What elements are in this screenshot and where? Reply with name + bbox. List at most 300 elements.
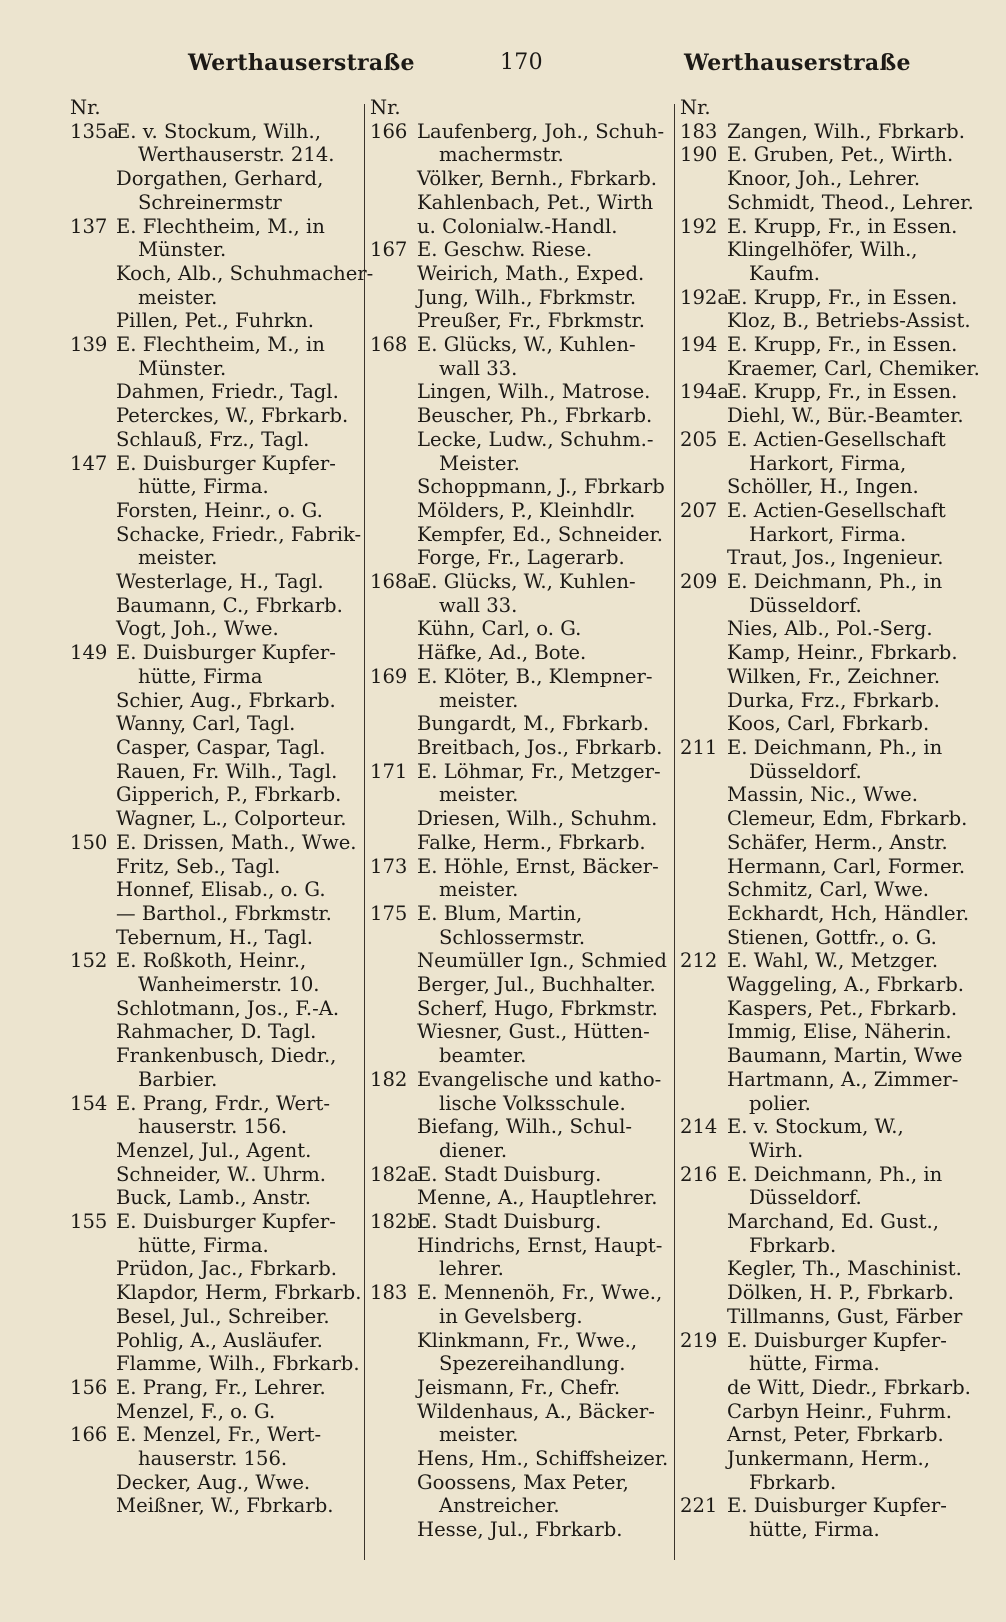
- house-number: 171: [370, 759, 408, 783]
- directory-line: [370, 736, 668, 760]
- house-number: 205: [680, 427, 718, 451]
- resident-text: Tillmanns, Gust, Färber: [727, 1304, 963, 1328]
- house-number: 183: [370, 1281, 408, 1305]
- directory-line: [370, 1494, 668, 1518]
- directory-line: [70, 1068, 360, 1092]
- directory-line: [70, 997, 360, 1021]
- house-number: 182: [370, 1067, 408, 1091]
- resident-text: Hens, Hm., Schiffsheizer.: [417, 1447, 669, 1471]
- resident-text: Waggeling, A., Fbrkarb.: [727, 973, 964, 997]
- directory-line: [70, 1257, 360, 1281]
- directory-entry: [680, 570, 980, 594]
- house-number: [680, 309, 727, 333]
- resident-text: E. Roßkoth, Heinr.,: [116, 949, 307, 973]
- directory-entry: [370, 333, 668, 357]
- directory-line: [370, 1020, 668, 1044]
- resident-text: Schmidt, Theod., Lehrer.: [727, 190, 974, 214]
- resident-text: lische Volksschule.: [439, 1091, 626, 1115]
- resident-text: Hermann, Carl, Former.: [727, 854, 966, 878]
- directory-line: [680, 1092, 980, 1116]
- resident-text: Zangen, Wilh., Fbrkarb.: [727, 119, 965, 143]
- house-number: 166: [70, 1423, 108, 1447]
- directory-line: [370, 191, 668, 215]
- house-number: [680, 617, 727, 641]
- directory-line: [70, 380, 360, 404]
- resident-text: Preußer, Fr., Fbrkmstr.: [417, 309, 645, 333]
- resident-text: Klingelhöfer, Wilh.,: [727, 238, 918, 262]
- resident-text: Völker, Bernh., Fbrkarb.: [417, 167, 658, 191]
- house-number: 219: [680, 1328, 718, 1352]
- resident-text: Schäfer, Herm., Anstr.: [727, 830, 948, 854]
- directory-entry: [370, 1068, 668, 1092]
- house-number: [370, 286, 417, 310]
- resident-text: E. Geschw. Riese.: [417, 238, 593, 262]
- directory-line: [370, 475, 668, 499]
- house-number: [370, 1044, 417, 1068]
- directory-entry: [370, 760, 668, 784]
- resident-text: E. Stadt Duisburg.: [417, 1162, 602, 1186]
- house-number: [370, 1020, 417, 1044]
- resident-text: Kühn, Carl, o. G.: [417, 617, 582, 641]
- house-number: [680, 191, 727, 215]
- resident-text: Baumann, Martin, Wwe: [727, 1044, 963, 1068]
- directory-line: [370, 617, 668, 641]
- resident-text: Mölders, P., Kleinhdlr.: [417, 498, 636, 522]
- directory-line: [70, 1186, 360, 1210]
- house-number: 135a: [70, 119, 120, 143]
- house-number: [370, 309, 417, 333]
- house-number: [70, 1281, 116, 1305]
- house-number: [370, 1305, 417, 1329]
- house-number: [70, 1163, 116, 1187]
- resident-text: Wildenhaus, A., Bäcker-: [417, 1399, 655, 1423]
- directory-line: [70, 546, 360, 570]
- directory-entry: [680, 120, 980, 144]
- resident-text: Immig, Elise, Näherin.: [727, 1020, 952, 1044]
- house-number: [370, 1518, 417, 1542]
- house-number: [680, 712, 727, 736]
- resident-text: Marchand, Ed. Gust.,: [727, 1210, 939, 1234]
- resident-text: Wanny, Carl, Tagl.: [116, 712, 296, 736]
- resident-text: E. Duisburger Kupfer-: [727, 1328, 947, 1352]
- resident-text: beamter.: [439, 1044, 527, 1068]
- directory-line: [70, 1020, 360, 1044]
- directory-line: [70, 1234, 360, 1258]
- resident-text: Schöller, H., Ingen.: [727, 475, 919, 499]
- resident-text: Honnef, Elisab., o. G.: [116, 878, 326, 902]
- house-number: [370, 143, 417, 167]
- house-number: [370, 191, 417, 215]
- house-number: [370, 641, 417, 665]
- directory-entry: [370, 1163, 668, 1187]
- resident-text: Spezereihandlung.: [439, 1352, 626, 1376]
- directory-line: [370, 1447, 668, 1471]
- house-number: [680, 855, 727, 879]
- directory-line: [370, 357, 668, 381]
- resident-text: Barbier.: [138, 1067, 218, 1091]
- house-number: [70, 570, 116, 594]
- house-number: 168: [370, 333, 408, 357]
- house-number: [680, 1423, 727, 1447]
- house-number: 209: [680, 570, 718, 594]
- resident-text: Münster.: [138, 238, 227, 262]
- directory-line: [680, 1186, 980, 1210]
- resident-text: Westerlage, H., Tagl.: [116, 570, 324, 594]
- resident-text: Anstreicher.: [439, 1494, 560, 1518]
- resident-text: in Gevelsberg.: [439, 1304, 583, 1328]
- house-number: [370, 475, 417, 499]
- resident-text: Fritz, Seb., Tagl.: [116, 854, 281, 878]
- directory-column-2: [370, 96, 668, 1606]
- directory-entry: [680, 428, 980, 452]
- house-number: [370, 167, 417, 191]
- house-number: [370, 712, 417, 736]
- resident-text: hütte, Firma.: [138, 1233, 269, 1257]
- directory-line: [370, 1352, 668, 1376]
- house-number: [70, 262, 116, 286]
- house-number: [70, 855, 116, 879]
- resident-text: E. Deichmann, Ph., in: [727, 570, 943, 594]
- resident-text: E. Flechtheim, M., in: [116, 333, 325, 357]
- house-number: [370, 1115, 417, 1139]
- resident-text: E. Krupp, Fr., in Essen.: [727, 285, 958, 309]
- directory-line: [70, 570, 360, 594]
- house-number: [680, 902, 727, 926]
- directory-line: [370, 1305, 668, 1329]
- resident-text: Breitbach, Jos., Fbrkarb.: [417, 735, 663, 759]
- resident-text: Schoppmann, J., Fbrkarb: [417, 475, 665, 499]
- directory-line: [680, 167, 980, 191]
- directory-line: [680, 594, 980, 618]
- house-number: [370, 1092, 417, 1116]
- resident-text: diener.: [439, 1138, 508, 1162]
- directory-line: [370, 783, 668, 807]
- directory-line: [370, 1139, 668, 1163]
- house-number: [70, 973, 116, 997]
- house-number: 137: [70, 214, 108, 238]
- directory-line: [370, 926, 668, 950]
- house-number: [70, 523, 116, 547]
- house-number: [680, 1234, 727, 1258]
- resident-text: E. Duisburger Kupfer-: [116, 451, 336, 475]
- house-number: [70, 617, 116, 641]
- resident-text: Lecke, Ludw., Schuhm.-: [417, 427, 654, 451]
- house-number: [680, 997, 727, 1021]
- directory-line: [70, 261, 374, 286]
- directory-line: [70, 523, 360, 547]
- house-number: [370, 926, 417, 950]
- directory-line: [370, 1234, 668, 1258]
- resident-text: Falke, Herm., Fbrkarb.: [417, 830, 646, 854]
- resident-text: E. Klöter, B., Klempner-: [417, 664, 653, 688]
- house-number: [70, 191, 116, 215]
- resident-text: Wilken, Fr., Zeichner.: [727, 664, 941, 688]
- directory-entry: [680, 1163, 980, 1187]
- house-number: [70, 665, 116, 689]
- directory-line: [370, 712, 668, 736]
- directory-line: [370, 997, 668, 1021]
- resident-text: meister.: [439, 1423, 519, 1447]
- house-number: 156: [70, 1375, 108, 1399]
- resident-text: Düsseldorf.: [749, 1186, 862, 1210]
- resident-text: Koch, Alb., Schuhmacher-: [116, 261, 374, 285]
- house-number: 207: [680, 498, 718, 522]
- resident-text: E. Gruben, Pet., Wirth.: [727, 143, 954, 167]
- house-number: [680, 1186, 727, 1210]
- resident-text: E. Krupp, Fr., in Essen.: [727, 333, 958, 357]
- house-number: [370, 499, 417, 523]
- page-number: 170: [500, 50, 543, 75]
- house-number: [370, 949, 417, 973]
- directory-line: [370, 878, 668, 902]
- directory-entry: [370, 855, 668, 879]
- directory-line: [370, 1423, 668, 1447]
- directory-line: [370, 1400, 668, 1424]
- house-number: [70, 238, 116, 262]
- column-number-heading: Nr.: [680, 96, 711, 119]
- house-number: [680, 238, 727, 262]
- house-number: [680, 1447, 727, 1471]
- resident-text: Rahmacher, D. Tagl.: [116, 1020, 317, 1044]
- resident-text: E. Actien-Gesellschaft: [727, 498, 946, 522]
- directory-line: [70, 617, 360, 641]
- resident-text: Besel, Jul., Schreiber.: [116, 1304, 330, 1328]
- directory-line: [680, 760, 980, 784]
- directory-line: [370, 594, 668, 618]
- resident-text: Biefang, Wilh., Schul-: [417, 1115, 632, 1139]
- directory-entry: [70, 120, 360, 144]
- house-number: [370, 1471, 417, 1495]
- resident-text: Fbrkarb.: [749, 1470, 837, 1494]
- directory-entry: [70, 1376, 360, 1400]
- directory-entry: [680, 1115, 980, 1139]
- house-number: [370, 1186, 417, 1210]
- page-header: [0, 50, 1006, 90]
- resident-text: Durka, Frz., Fbrkarb.: [727, 688, 940, 712]
- house-number: [370, 878, 417, 902]
- resident-text: Arnst, Peter, Fbrkarb.: [727, 1423, 944, 1447]
- directory-entry: [370, 120, 668, 144]
- directory-entry: [680, 499, 980, 523]
- resident-text: Kaspers, Pet., Fbrkarb.: [727, 996, 958, 1020]
- directory-entry: [680, 143, 980, 167]
- resident-text: E. Deichmann, Ph., in: [727, 1162, 943, 1186]
- directory-line: [70, 499, 360, 523]
- resident-text: Diehl, W., Bür.-Beamter.: [727, 404, 964, 428]
- resident-text: Dorgathen, Gerhard,: [116, 167, 324, 191]
- house-number: [370, 689, 417, 713]
- house-number: [70, 1234, 116, 1258]
- column-rule: [674, 104, 675, 1560]
- house-number: [680, 1044, 727, 1068]
- resident-text: E. Actien-Gesellschaft: [727, 427, 946, 451]
- house-number: [370, 736, 417, 760]
- house-number: [680, 1068, 727, 1092]
- house-number: 211: [680, 735, 718, 759]
- resident-text: lehrer.: [439, 1257, 504, 1281]
- directory-entry: [680, 736, 980, 760]
- directory-line: [680, 689, 980, 713]
- house-number: [370, 1329, 417, 1353]
- resident-text: Häfke, Ad., Bote.: [417, 641, 587, 665]
- directory-line: [370, 1092, 668, 1116]
- house-number: [70, 1494, 116, 1518]
- resident-text: meister.: [138, 285, 218, 309]
- resident-text: Kegler, Th., Maschinist.: [727, 1257, 962, 1281]
- directory-line: [680, 1352, 980, 1376]
- resident-text: Harkort, Firma,: [749, 451, 907, 475]
- house-number: [680, 404, 727, 428]
- resident-text: Hesse, Jul., Fbrkarb.: [417, 1518, 623, 1542]
- resident-text: Eckhardt, Hch, Händler.: [727, 901, 970, 925]
- house-number: [370, 546, 417, 570]
- directory-entry: [680, 380, 980, 404]
- directory-line: [680, 404, 980, 428]
- directory-line: [370, 949, 668, 973]
- house-number: [370, 1423, 417, 1447]
- directory-entry: [70, 1092, 360, 1116]
- directory-line: [370, 404, 668, 428]
- directory-line: [70, 807, 360, 831]
- resident-text: Kraemer, Carl, Chemiker.: [727, 356, 980, 380]
- house-number: [370, 973, 417, 997]
- house-number: [680, 594, 727, 618]
- house-number: [70, 357, 116, 381]
- resident-text: Wanheimerstr. 10.: [138, 973, 320, 997]
- resident-text: Forge, Fr., Lagerarb.: [417, 546, 625, 570]
- house-number: 182b: [370, 1210, 420, 1234]
- directory-line: [370, 831, 668, 855]
- resident-text: Junkermann, Herm.,: [727, 1447, 930, 1471]
- resident-text: Prüdon, Jac., Fbrkarb.: [116, 1257, 337, 1281]
- house-number: [70, 1068, 116, 1092]
- house-number: [370, 262, 417, 286]
- directory-line: [370, 546, 668, 570]
- resident-text: polier.: [749, 1091, 811, 1115]
- resident-text: Rauen, Fr. Wilh., Tagl.: [116, 759, 338, 783]
- house-number: [370, 1234, 417, 1258]
- house-number: [70, 1305, 116, 1329]
- directory-line: [370, 1186, 668, 1210]
- resident-text: hütte, Firma.: [749, 1352, 880, 1376]
- house-number: 216: [680, 1162, 718, 1186]
- resident-text: E. Stadt Duisburg.: [417, 1210, 602, 1234]
- resident-text: hütte, Firma.: [138, 475, 269, 499]
- resident-text: Evangelische und katho-: [417, 1067, 662, 1091]
- house-number: 183: [680, 119, 718, 143]
- house-number: [680, 1518, 727, 1542]
- resident-text: Dölken, H. P., Fbrkarb.: [727, 1281, 954, 1305]
- house-number: 147: [70, 451, 108, 475]
- directory-line: [70, 878, 360, 902]
- house-number: [70, 499, 116, 523]
- directory-line: [70, 594, 360, 618]
- house-number: [680, 641, 727, 665]
- house-number: [370, 215, 417, 239]
- resident-text: Decker, Aug., Wwe.: [116, 1470, 311, 1494]
- resident-text: Meißner, W., Fbrkarb.: [116, 1494, 334, 1518]
- house-number: 214: [680, 1115, 718, 1139]
- house-number: [70, 143, 116, 167]
- directory-line: [680, 641, 980, 665]
- resident-text: E. Löhmar, Fr., Metzger-: [417, 759, 661, 783]
- resident-text: E. Glücks, W., Kuhlen-: [417, 570, 636, 594]
- house-number: [70, 1471, 116, 1495]
- resident-text: Flamme, Wilh., Fbrkarb.: [116, 1352, 360, 1376]
- resident-text: Buck, Lamb., Anstr.: [116, 1186, 311, 1210]
- house-number: 155: [70, 1210, 108, 1234]
- directory-line: [370, 428, 668, 452]
- directory-line: [680, 191, 980, 215]
- directory-line: [370, 309, 668, 333]
- directory-line: [370, 807, 668, 831]
- house-number: 194a: [680, 380, 730, 404]
- directory-line: [70, 475, 360, 499]
- house-number: [680, 1281, 727, 1305]
- house-number: [680, 167, 727, 191]
- directory-entry: [680, 949, 980, 973]
- resident-text: Schlotmann, Jos., F.-A.: [116, 996, 340, 1020]
- resident-text: Pohlig, A., Ausläufer.: [116, 1328, 323, 1352]
- house-number: [70, 1020, 116, 1044]
- house-number: [70, 1139, 116, 1163]
- house-number: [680, 475, 727, 499]
- directory-line: [680, 712, 980, 736]
- house-number: [370, 617, 417, 641]
- resident-text: Wirh.: [749, 1138, 804, 1162]
- house-number: [680, 1092, 727, 1116]
- directory-line: [70, 665, 360, 689]
- house-number: [70, 594, 116, 618]
- house-number: [680, 665, 727, 689]
- directory-line: [680, 1447, 980, 1471]
- house-number: [680, 1020, 727, 1044]
- house-number: 190: [680, 143, 718, 167]
- directory-line: [370, 1257, 668, 1281]
- resident-text: Fbrkarb.: [749, 1233, 837, 1257]
- house-number: [370, 380, 417, 404]
- directory-line: [680, 262, 980, 286]
- directory-line: [680, 523, 980, 547]
- house-number: [680, 1210, 727, 1234]
- house-number: 192: [680, 214, 718, 238]
- directory-line: [680, 1400, 980, 1424]
- house-number: [70, 286, 116, 310]
- house-number: [370, 452, 417, 476]
- house-number: [370, 1257, 417, 1281]
- house-number: [680, 546, 727, 570]
- resident-text: Frankenbusch, Diedr.,: [116, 1044, 337, 1068]
- resident-text: meister.: [439, 688, 519, 712]
- directory-line: [70, 404, 360, 428]
- directory-line: [70, 1305, 360, 1329]
- directory-line: [680, 855, 980, 879]
- directory-line: [70, 309, 360, 333]
- house-number: 139: [70, 333, 108, 357]
- house-number: [370, 357, 417, 381]
- house-number: [70, 1352, 116, 1376]
- house-number: 169: [370, 664, 408, 688]
- resident-text: Tebernum, H., Tagl.: [116, 925, 313, 949]
- resident-text: E. Duisburger Kupfer-: [727, 1494, 947, 1518]
- resident-text: Carbyn Heinr., Fuhrm.: [727, 1399, 952, 1423]
- house-number: [70, 902, 116, 926]
- directory-line: [370, 1329, 668, 1353]
- resident-text: E. Drissen, Math., Wwe.: [116, 830, 357, 854]
- house-number: [680, 1400, 727, 1424]
- resident-text: Werthauserstr. 214.: [138, 143, 335, 167]
- resident-text: E. Deichmann, Ph., in: [727, 735, 943, 759]
